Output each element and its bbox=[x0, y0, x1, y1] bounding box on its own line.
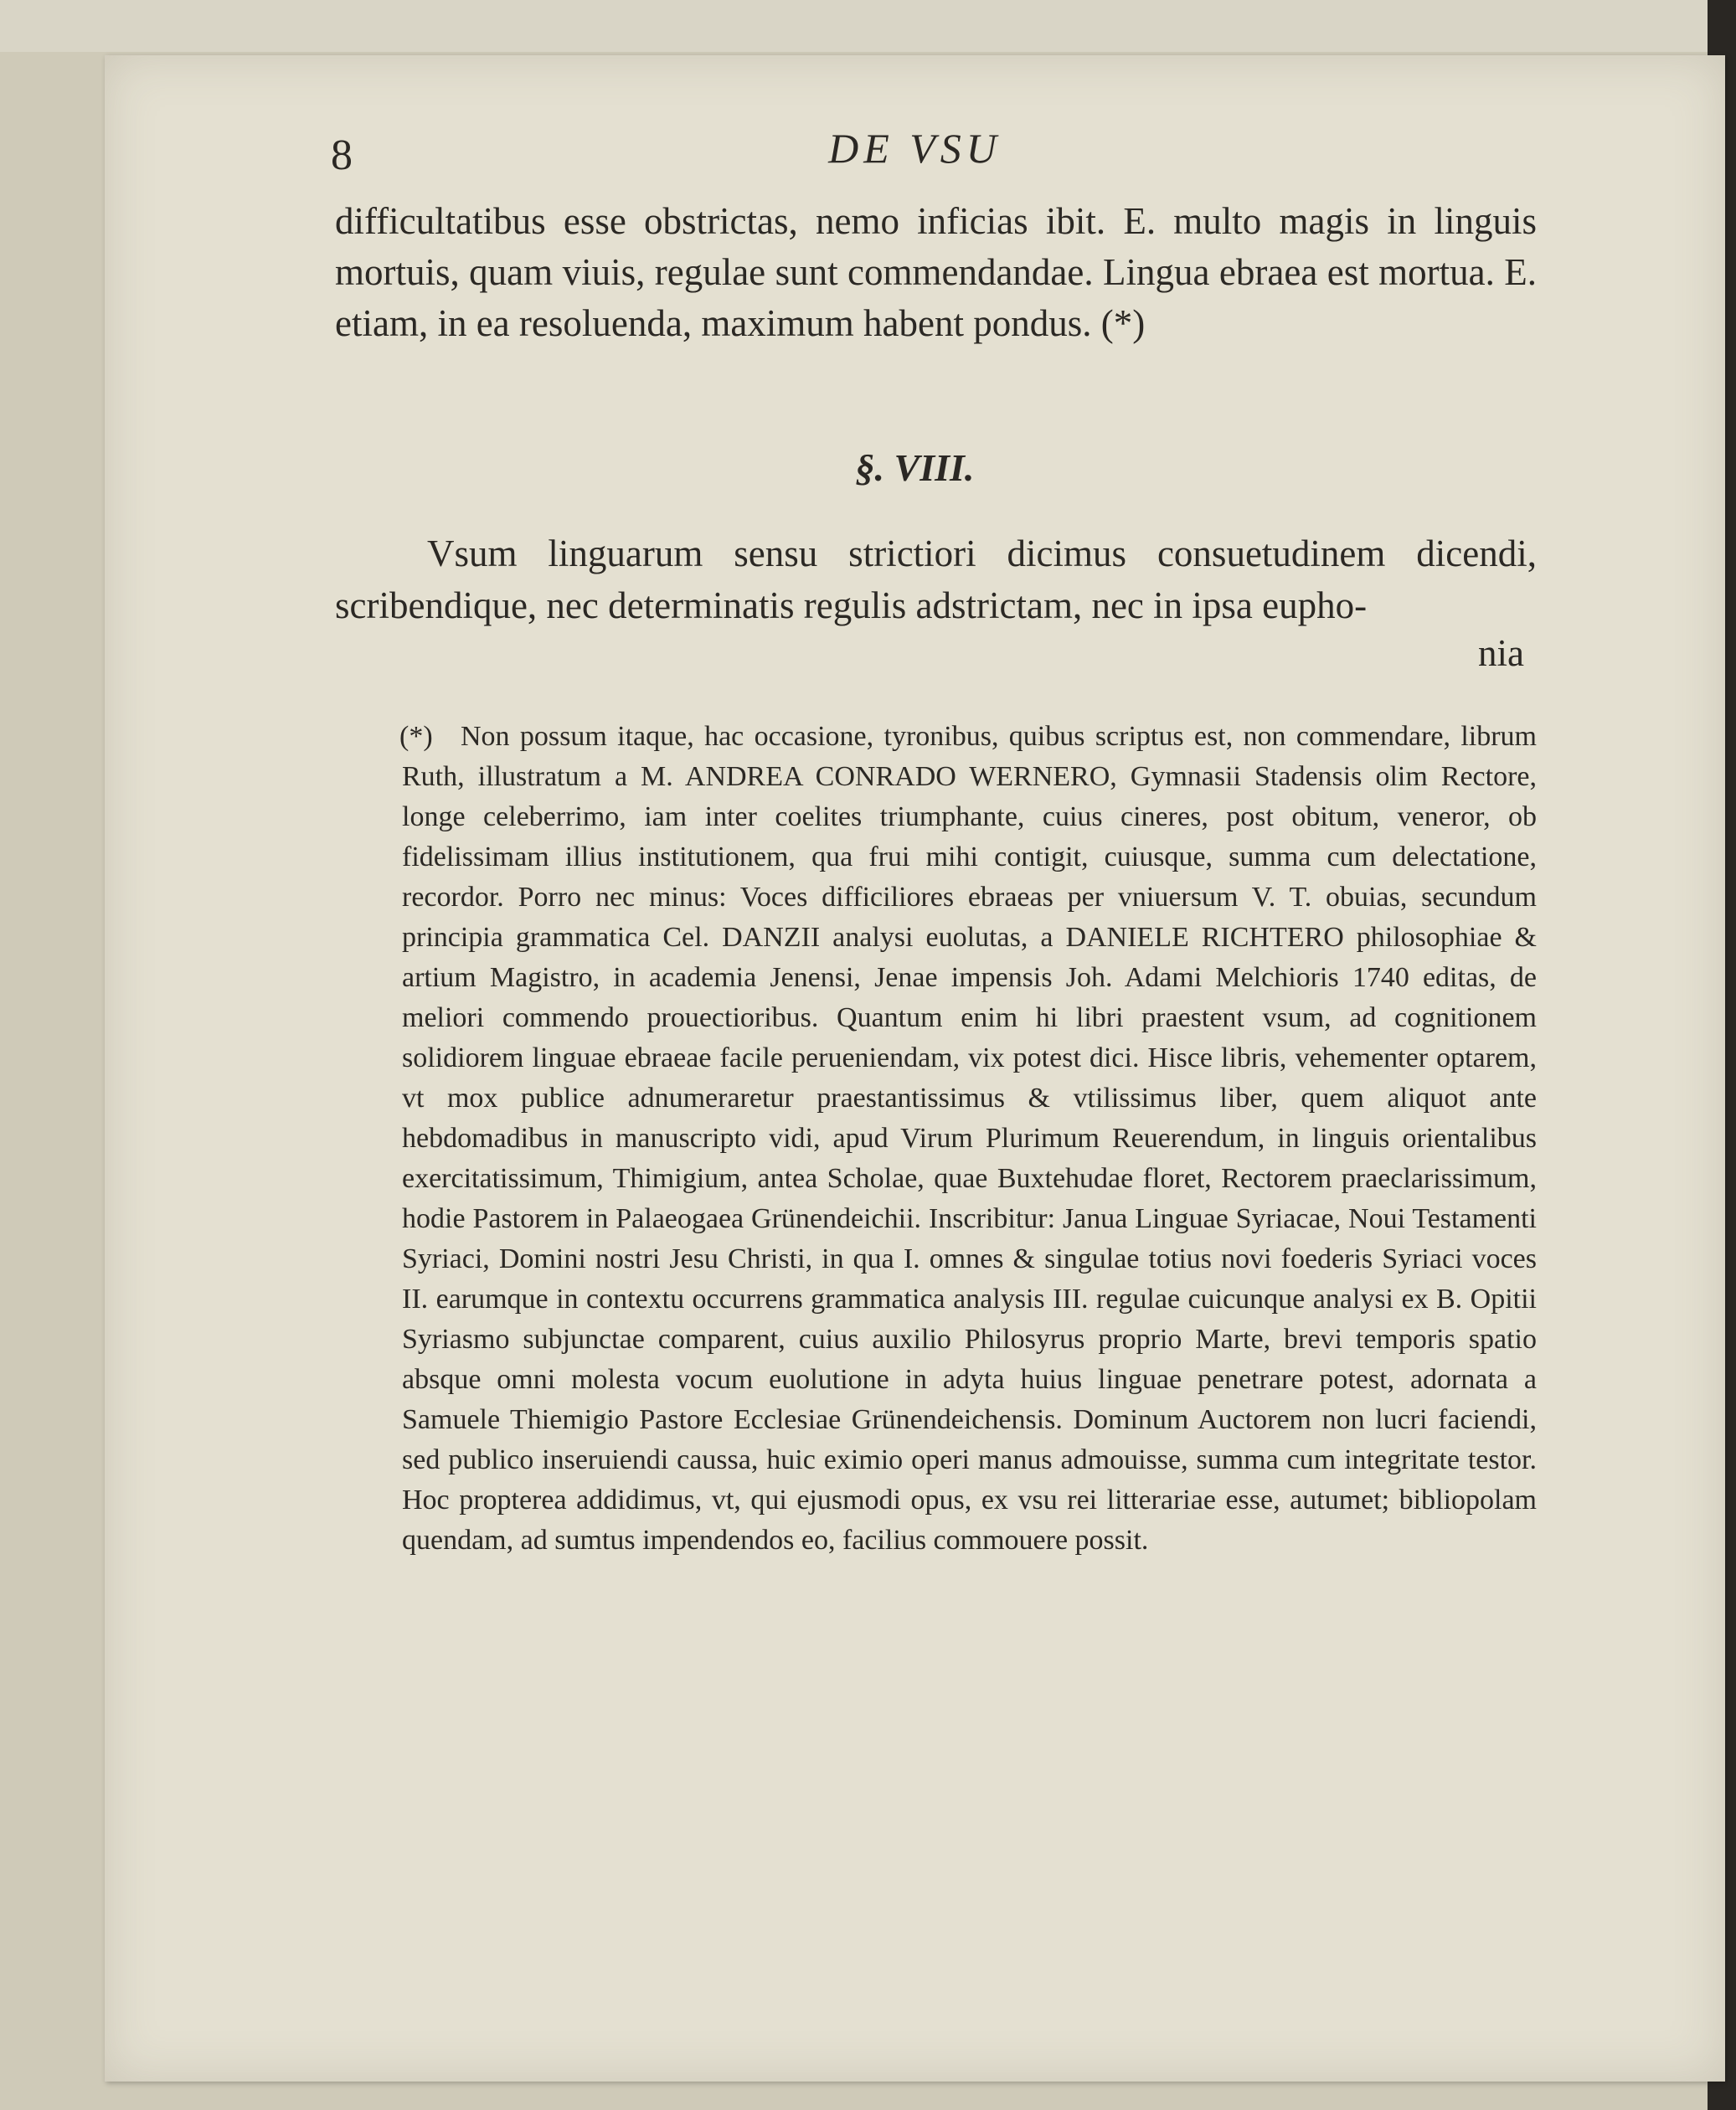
footnote-marker: (*) bbox=[399, 721, 433, 752]
running-head: DE VSU bbox=[828, 125, 1002, 172]
page-number: 8 bbox=[331, 131, 353, 179]
footnote-text: Non possum itaque, hac occasione, tyronibus, quibus scriptus est, non commendare, librum Ruth, illustratum a M. ANDREA CONRADO WERNERO, Gymnasii Stadensis olim Rectore, longe celeberrimo, iam inter coelites triumphante, cuius cineres, post obitum, veneror, ob fidelissimam illius institutionem, qua frui mihi contigit, cuiusque, summa cum delectatione, recordor. Porro nec minus: Voces difficiliores ebraeas per vniuersum V. T. obuias, secundum principia grammatica Cel. DANZII analysi euolutas, a DANIELE RICHTERO philosophiae & artium Magistro, in academia Jenensi, Jenae impensis Joh. Adami Melchioris 1740 editas, de meliori commendo prouectioribus. Quantum enim hi libri praestent vsum, ad cognitionem solidiorem linguae ebraeae facile perueniendam, vix potest dici. Hisce libris, vehementer optarem, vt mox publice adnumeraretur praestantissimus & vtilissimus liber, quem aliquot ante hebdomadibus in manuscripto vidi, apud Virum Plurimum Reuerendum, in linguis orientalibus exercitatissimum, Thimigium, antea Scholae, quae Buxtehudae floret, Rectorem praeclarissimum, hodie Pastorem in Palaeogaea Grünendeichii. Inscribitur: Janua Linguae Syriacae, Noui Testamenti Syriaci, Domini nostri Jesu Christi, in qua I. omnes & singulae totius novi foederis Syriaci voces II. earumque in contextu occurrens grammatica analysis III. regulae cuicunque analysi ex B. Opitii Syriasmo subjunctae comparent, cuius auxilio Philosyrus proprio Marte, brevi temporis spatio absque omni molesta vocum euolutione in adyta huius linguae penetrare potest, adornata a Samuele Thiemigio Pastore Ecclesiae Grünendeichensis. Dominum Auctorem non lucri faciendi, sed publico inseruiendi caussa, huic eximio operi manus admouisse, summa cum integritate testor. Hoc propterea addidimus, vt, qui ejusmodi opus, ex vsu rei litterariae esse, autumet; bibliopolam quendam, ad sumtus impendendos eo, facilius commouere possit. bbox=[402, 721, 1537, 1556]
section-paragraph: Vsum linguarum sensu strictiori dicimus consuetudinem dicendi, scribendique, nec determinatis regulis adstrictam, nec in ipsa eupho- bbox=[335, 533, 1537, 626]
section-heading: §. VIII. bbox=[855, 446, 975, 489]
catchword: nia bbox=[1478, 632, 1524, 674]
body-paragraph: difficultatibus esse obstrictas, nemo inficias ibit. E. multo magis in linguis mortuis, quam viuis, regulae sunt commendandae. Lingua ebraea est mortua. E. etiam, in ea resoluenda, maximum habent pondus. (*) bbox=[335, 200, 1537, 344]
book-page bbox=[105, 55, 1725, 2082]
footnote bbox=[402, 717, 1537, 1561]
scanner-bed-strip bbox=[0, 0, 1736, 52]
